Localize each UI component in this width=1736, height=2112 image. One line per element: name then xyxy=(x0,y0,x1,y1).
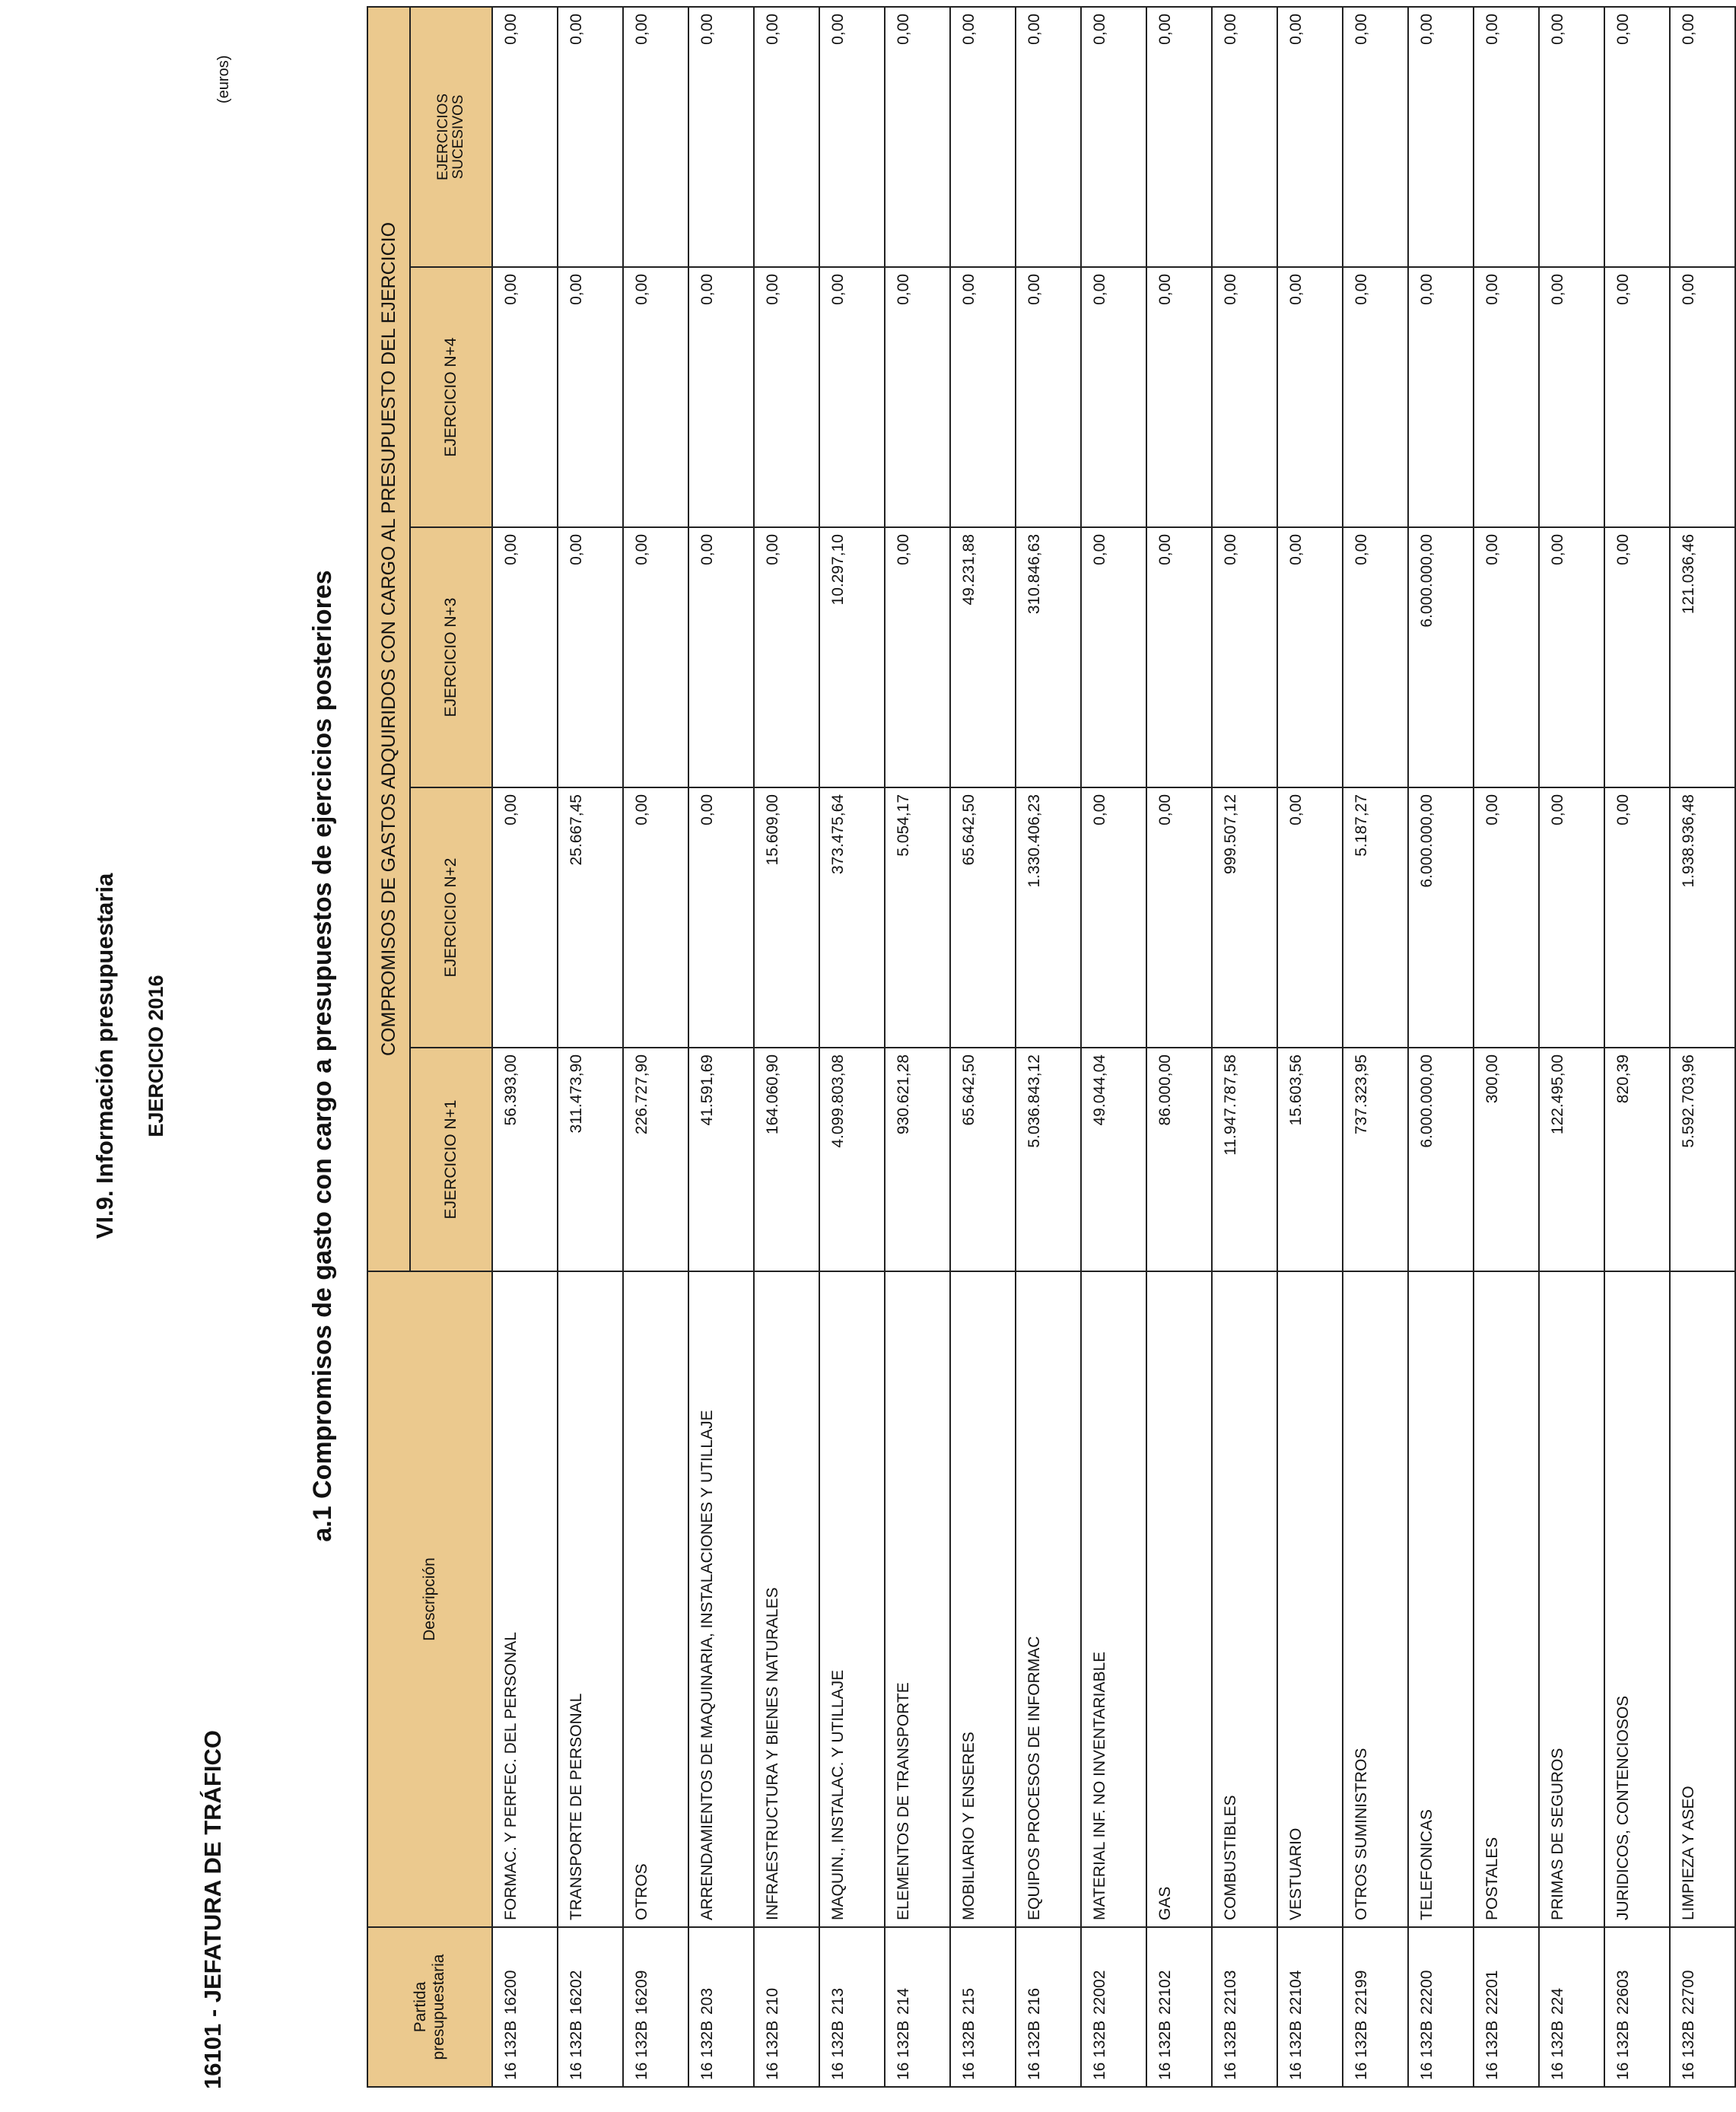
n3-cell: 0,00 xyxy=(885,527,950,787)
n3-cell: 0,00 xyxy=(1474,527,1539,787)
n4-cell: 0,00 xyxy=(1212,267,1277,527)
n2-cell: 5.187,27 xyxy=(1343,787,1408,1048)
n2-cell: 0,00 xyxy=(1146,787,1212,1048)
n2-cell: 0,00 xyxy=(623,787,688,1048)
column-header-descripcion: Descripción xyxy=(367,1271,492,1927)
units-label: (euros) xyxy=(215,55,232,103)
n1-cell: 311.473,90 xyxy=(558,1048,623,1271)
concept-code: 216 xyxy=(1025,1987,1043,2015)
table-row xyxy=(1474,7,1539,2087)
table-body xyxy=(492,7,1735,2087)
n3-cell: 0,00 xyxy=(623,527,688,787)
n4-cell: 0,00 xyxy=(558,267,623,527)
table-row xyxy=(885,7,950,2087)
sucesivos-cell: 0,00 xyxy=(1539,7,1604,267)
sucesivos-cell: 0,00 xyxy=(688,7,754,267)
program-code: 16 132B xyxy=(568,2020,585,2080)
program-code: 16 132B xyxy=(895,2020,912,2080)
table-row xyxy=(623,7,688,2087)
n3-cell: 0,00 xyxy=(688,527,754,787)
sucesivos-cell: 0,00 xyxy=(558,7,623,267)
n3-cell: 121.036,46 xyxy=(1670,527,1735,787)
n3-cell: 0,00 xyxy=(1146,527,1212,787)
n4-cell: 0,00 xyxy=(1081,267,1146,527)
table-row xyxy=(950,7,1016,2087)
commitments-table xyxy=(367,6,1736,2088)
partida-cell xyxy=(558,1927,623,2087)
column-header-sucesivos-line2: SUCESIVOS xyxy=(450,94,466,180)
n4-cell: 0,00 xyxy=(754,267,819,527)
sucesivos-cell: 0,00 xyxy=(950,7,1016,267)
n2-cell: 5.054,17 xyxy=(885,787,950,1048)
program-code: 16 132B xyxy=(698,2020,716,2080)
concept-code: 22201 xyxy=(1483,1970,1501,2015)
partida-cell xyxy=(1212,1927,1277,2087)
n2-cell: 15.609,00 xyxy=(754,787,819,1048)
n2-cell: 0,00 xyxy=(688,787,754,1048)
n1-cell: 6.000.000,00 xyxy=(1408,1048,1474,1271)
concept-code: 16209 xyxy=(633,1970,650,2015)
descripcion-cell: TELEFONICAS xyxy=(1408,1271,1474,1927)
partida-cell xyxy=(1277,1927,1343,2087)
concept-code: 16202 xyxy=(568,1970,585,2015)
descripcion-cell: ARRENDAMIENTOS DE MAQUINARIA, INSTALACIONES Y UTILLAJE xyxy=(688,1271,754,1927)
descripcion-cell: TRANSPORTE DE PERSONAL xyxy=(558,1271,623,1927)
n3-cell: 310.846,63 xyxy=(1016,527,1081,787)
n1-cell: 41.591,69 xyxy=(688,1048,754,1271)
descripcion-cell: MAQUIN., INSTALAC. Y UTILLAJE xyxy=(819,1271,885,1927)
n4-cell: 0,00 xyxy=(885,267,950,527)
n2-cell: 0,00 xyxy=(1539,787,1604,1048)
column-header-sucesivos xyxy=(410,7,492,267)
table-row xyxy=(1081,7,1146,2087)
table-row xyxy=(1539,7,1604,2087)
concept-code: 215 xyxy=(960,1987,978,2015)
section-heading: a.1 Compromisos de gasto con cargo a presupuestos de ejercicios posteriores xyxy=(308,570,337,1542)
partida-cell xyxy=(819,1927,885,2087)
program-code: 16 132B xyxy=(1418,2020,1436,2080)
n1-cell: 122.495,00 xyxy=(1539,1048,1604,1271)
table-row xyxy=(1670,7,1735,2087)
n4-cell: 0,00 xyxy=(1343,267,1408,527)
n4-cell: 0,00 xyxy=(492,267,558,527)
descripcion-cell: MATERIAL INF. NO INVENTARIABLE xyxy=(1081,1271,1146,1927)
sucesivos-cell: 0,00 xyxy=(1016,7,1081,267)
n4-cell: 0,00 xyxy=(1016,267,1081,527)
partida-cell xyxy=(1539,1927,1604,2087)
concept-code: 22200 xyxy=(1418,1970,1436,2015)
partida-cell xyxy=(1408,1927,1474,2087)
n1-cell: 65.642,50 xyxy=(950,1048,1016,1271)
entity-heading: 16101 - JEFATURA DE TRÁFICO xyxy=(199,1730,226,2089)
n4-cell: 0,00 xyxy=(1408,267,1474,527)
n4-cell: 0,00 xyxy=(1277,267,1343,527)
n2-cell: 1.330.406,23 xyxy=(1016,787,1081,1048)
concept-code: 16200 xyxy=(502,1970,520,2015)
sucesivos-cell: 0,00 xyxy=(1474,7,1539,267)
descripcion-cell: EQUIPOS PROCESOS DE INFORMAC xyxy=(1016,1271,1081,1927)
table-row xyxy=(1146,7,1212,2087)
sucesivos-cell: 0,00 xyxy=(1081,7,1146,267)
sucesivos-cell: 0,00 xyxy=(1146,7,1212,267)
table-row xyxy=(1408,7,1474,2087)
n2-cell: 0,00 xyxy=(492,787,558,1048)
program-code: 16 132B xyxy=(764,2020,781,2080)
descripcion-cell: MOBILIARIO Y ENSERES xyxy=(950,1271,1016,1927)
n2-cell: 999.507,12 xyxy=(1212,787,1277,1048)
partida-cell xyxy=(1474,1927,1539,2087)
program-code: 16 132B xyxy=(1614,2020,1632,2080)
table-row xyxy=(688,7,754,2087)
sucesivos-cell: 0,00 xyxy=(754,7,819,267)
table-row xyxy=(1016,7,1081,2087)
group-header-compromisos: COMPROMISOS DE GASTOS ADQUIRIDOS CON CARGO AL PRESUPUESTO DEL EJERCICIO xyxy=(367,7,410,1271)
n4-cell: 0,00 xyxy=(1539,267,1604,527)
program-code: 16 132B xyxy=(1025,2020,1043,2080)
n3-cell: 0,00 xyxy=(1277,527,1343,787)
partida-cell xyxy=(950,1927,1016,2087)
program-code: 16 132B xyxy=(829,2020,847,2080)
n3-cell: 49.231,88 xyxy=(950,527,1016,787)
concept-code: 224 xyxy=(1549,1987,1566,2015)
descripcion-cell: GAS xyxy=(1146,1271,1212,1927)
n1-cell: 49.044,04 xyxy=(1081,1048,1146,1271)
n2-cell: 373.475,64 xyxy=(819,787,885,1048)
n4-cell: 0,00 xyxy=(623,267,688,527)
descripcion-cell: ELEMENTOS DE TRANSPORTE xyxy=(885,1271,950,1927)
concept-code: 214 xyxy=(895,1987,912,2015)
table-row xyxy=(754,7,819,2087)
table-row xyxy=(1604,7,1670,2087)
program-code: 16 132B xyxy=(1156,2020,1174,2080)
n1-cell: 4.099.803,08 xyxy=(819,1048,885,1271)
concept-code: 22104 xyxy=(1287,1970,1305,2015)
concept-code: 210 xyxy=(764,1987,781,2015)
concept-code: 22103 xyxy=(1222,1970,1239,2015)
sucesivos-cell: 0,00 xyxy=(492,7,558,267)
concept-code: 22700 xyxy=(1680,1970,1697,2015)
n4-cell: 0,00 xyxy=(1474,267,1539,527)
n1-cell: 930.621,28 xyxy=(885,1048,950,1271)
n1-cell: 737.323,95 xyxy=(1343,1048,1408,1271)
program-code: 16 132B xyxy=(502,2020,520,2080)
n4-cell: 0,00 xyxy=(950,267,1016,527)
partida-cell xyxy=(885,1927,950,2087)
table-row xyxy=(492,7,558,2087)
n4-cell: 0,00 xyxy=(1670,267,1735,527)
n3-cell: 0,00 xyxy=(1343,527,1408,787)
partida-cell xyxy=(688,1927,754,2087)
n1-cell: 5.592.703,96 xyxy=(1670,1048,1735,1271)
descripcion-cell: PRIMAS DE SEGUROS xyxy=(1539,1271,1604,1927)
sucesivos-cell: 0,00 xyxy=(1212,7,1277,267)
column-header-sucesivos-line1: EJERCICIOS xyxy=(435,93,451,180)
n4-cell: 0,00 xyxy=(1604,267,1670,527)
partida-cell xyxy=(1604,1927,1670,2087)
partida-cell xyxy=(1081,1927,1146,2087)
page-title: VI.9. Información presupuestaria xyxy=(91,873,118,1239)
program-code: 16 132B xyxy=(1483,2020,1501,2080)
n1-cell: 11.947.787,58 xyxy=(1212,1048,1277,1271)
column-header-n3: EJERCICIO N+3 xyxy=(410,527,492,787)
concept-code: 22002 xyxy=(1091,1970,1108,2015)
partida-cell xyxy=(1146,1927,1212,2087)
descripcion-cell: INFRAESTRUCTURA Y BIENES NATURALES xyxy=(754,1271,819,1927)
partida-cell xyxy=(754,1927,819,2087)
column-header-n1: EJERCICIO N+1 xyxy=(410,1048,492,1271)
n3-cell: 10.297,10 xyxy=(819,527,885,787)
concept-code: 203 xyxy=(698,1987,716,2015)
descripcion-cell: FORMAC. Y PERFEC. DEL PERSONAL xyxy=(492,1271,558,1927)
n2-cell: 6.000.000,00 xyxy=(1408,787,1474,1048)
table-row xyxy=(1343,7,1408,2087)
n3-cell: 0,00 xyxy=(1604,527,1670,787)
table-row xyxy=(1277,7,1343,2087)
n3-cell: 0,00 xyxy=(1081,527,1146,787)
n1-cell: 164.060,90 xyxy=(754,1048,819,1271)
partida-cell xyxy=(1343,1927,1408,2087)
sucesivos-cell: 0,00 xyxy=(1277,7,1343,267)
column-header-n4: EJERCICIO N+4 xyxy=(410,267,492,527)
program-code: 16 132B xyxy=(1680,2020,1697,2080)
table-row xyxy=(1212,7,1277,2087)
program-code: 16 132B xyxy=(633,2020,650,2080)
n2-cell: 0,00 xyxy=(1277,787,1343,1048)
n1-cell: 56.393,00 xyxy=(492,1048,558,1271)
sucesivos-cell: 0,00 xyxy=(1604,7,1670,267)
partida-cell xyxy=(623,1927,688,2087)
sucesivos-cell: 0,00 xyxy=(819,7,885,267)
program-code: 16 132B xyxy=(1353,2020,1370,2080)
n2-cell: 65.642,50 xyxy=(950,787,1016,1048)
descripcion-cell: JURIDICOS, CONTENCIOSOS xyxy=(1604,1271,1670,1927)
n1-cell: 86.000,00 xyxy=(1146,1048,1212,1271)
n4-cell: 0,00 xyxy=(1146,267,1212,527)
descripcion-cell: LIMPIEZA Y ASEO xyxy=(1670,1271,1735,1927)
n3-cell: 0,00 xyxy=(1539,527,1604,787)
n3-cell: 6.000.000,00 xyxy=(1408,527,1474,787)
n3-cell: 0,00 xyxy=(558,527,623,787)
program-code: 16 132B xyxy=(1091,2020,1108,2080)
n4-cell: 0,00 xyxy=(688,267,754,527)
concept-code: 22199 xyxy=(1353,1970,1370,2015)
n2-cell: 0,00 xyxy=(1081,787,1146,1048)
concept-code: 22102 xyxy=(1156,1970,1174,2015)
sucesivos-cell: 0,00 xyxy=(885,7,950,267)
partida-cell xyxy=(1016,1927,1081,2087)
descripcion-cell: OTROS xyxy=(623,1271,688,1927)
concept-code: 22603 xyxy=(1614,1970,1632,2015)
sucesivos-cell: 0,00 xyxy=(623,7,688,267)
partida-cell xyxy=(1670,1927,1735,2087)
partida-cell xyxy=(492,1927,558,2087)
descripcion-cell: COMBUSTIBLES xyxy=(1212,1271,1277,1927)
sucesivos-cell: 0,00 xyxy=(1408,7,1474,267)
n3-cell: 0,00 xyxy=(754,527,819,787)
n4-cell: 0,00 xyxy=(819,267,885,527)
program-code: 16 132B xyxy=(1287,2020,1305,2080)
column-header-n2: EJERCICIO N+2 xyxy=(410,787,492,1048)
n3-cell: 0,00 xyxy=(1212,527,1277,787)
program-code: 16 132B xyxy=(1549,2020,1566,2080)
concept-code: 213 xyxy=(829,1987,847,2015)
program-code: 16 132B xyxy=(1222,2020,1239,2080)
n2-cell: 1.938.936,48 xyxy=(1670,787,1735,1048)
table-row xyxy=(819,7,885,2087)
n2-cell: 0,00 xyxy=(1474,787,1539,1048)
n2-cell: 25.667,45 xyxy=(558,787,623,1048)
column-header-partida: Partida presupuestaria xyxy=(367,1927,492,2087)
sucesivos-cell: 0,00 xyxy=(1343,7,1408,267)
n1-cell: 820,39 xyxy=(1604,1048,1670,1271)
sucesivos-cell: 0,00 xyxy=(1670,7,1735,267)
page-subtitle: EJERCICIO 2016 xyxy=(145,975,167,1137)
descripcion-cell: VESTUARIO xyxy=(1277,1271,1343,1927)
n1-cell: 226.727,90 xyxy=(623,1048,688,1271)
program-code: 16 132B xyxy=(960,2020,978,2080)
n1-cell: 5.036.843,12 xyxy=(1016,1048,1081,1271)
n3-cell: 0,00 xyxy=(492,527,558,787)
n1-cell: 15.603,56 xyxy=(1277,1048,1343,1271)
n1-cell: 300,00 xyxy=(1474,1048,1539,1271)
n2-cell: 0,00 xyxy=(1604,787,1670,1048)
descripcion-cell: POSTALES xyxy=(1474,1271,1539,1927)
table-row xyxy=(558,7,623,2087)
descripcion-cell: OTROS SUMINISTROS xyxy=(1343,1271,1408,1927)
